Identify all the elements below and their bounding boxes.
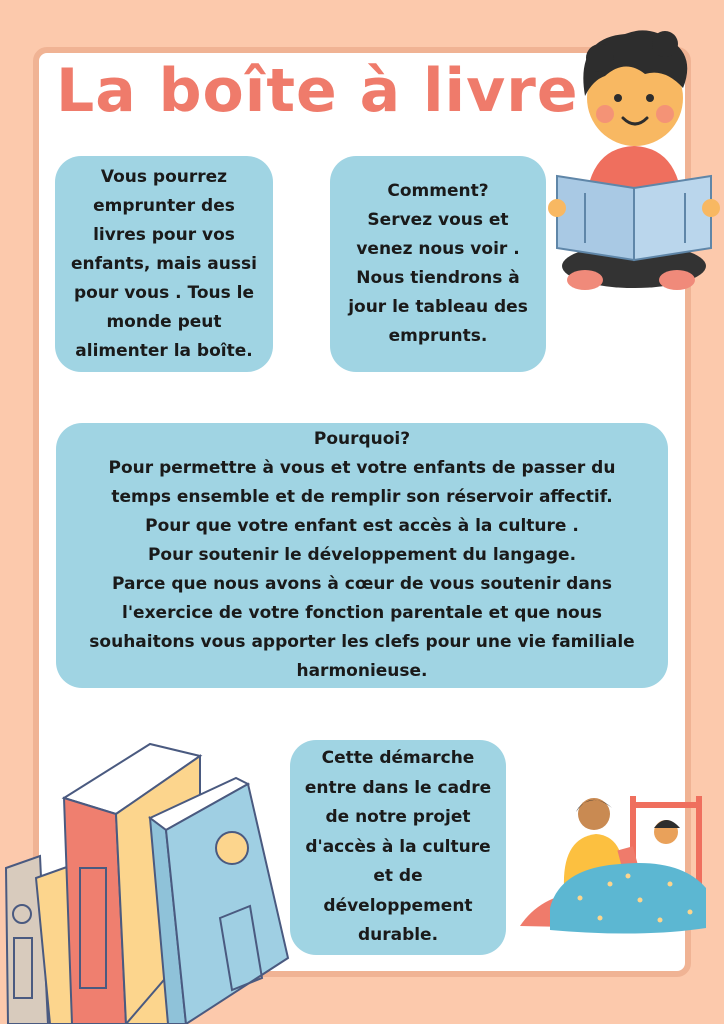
intro-bubble: [55, 156, 273, 372]
demarche-text: Cette démarche entre dans le cadre de notre projet d'accès à la culture et de développement durable.: [304, 748, 492, 946]
pourquoi-bubble: [56, 423, 668, 688]
parent-reading-to-child-illustration: [520, 788, 710, 938]
comment-text: Comment? Servez vous et venez nous voir . Nous tiendrons à jour le tableau des emprunts.: [348, 181, 528, 346]
intro-text: Vous pourrez emprunter des livres pour vos enfants, mais aussi pour vous . Tous le monde peut alimenter la boîte.: [71, 166, 257, 361]
demarche-bubble: [290, 740, 506, 955]
comment-bubble: [330, 156, 546, 372]
poster-title: La boîte à livre: [56, 56, 579, 126]
pourquoi-text: Pourquoi? Pour permettre à vous et votre enfants de passer du temps ensemble et de remplir son réservoir affectif. Pour que votre enfant est accès à la culture . Pour soutenir le développement du langage. Parce que nous avons à cœur de vous soutenir dans l'exercice de votre fonction parentale et que nous souhaitons vous apporter les clefs pour une vie familiale harmonieuse.: [89, 429, 635, 681]
stacked-books-illustration: [0, 738, 290, 1024]
boy-reading-illustration: [545, 18, 723, 298]
